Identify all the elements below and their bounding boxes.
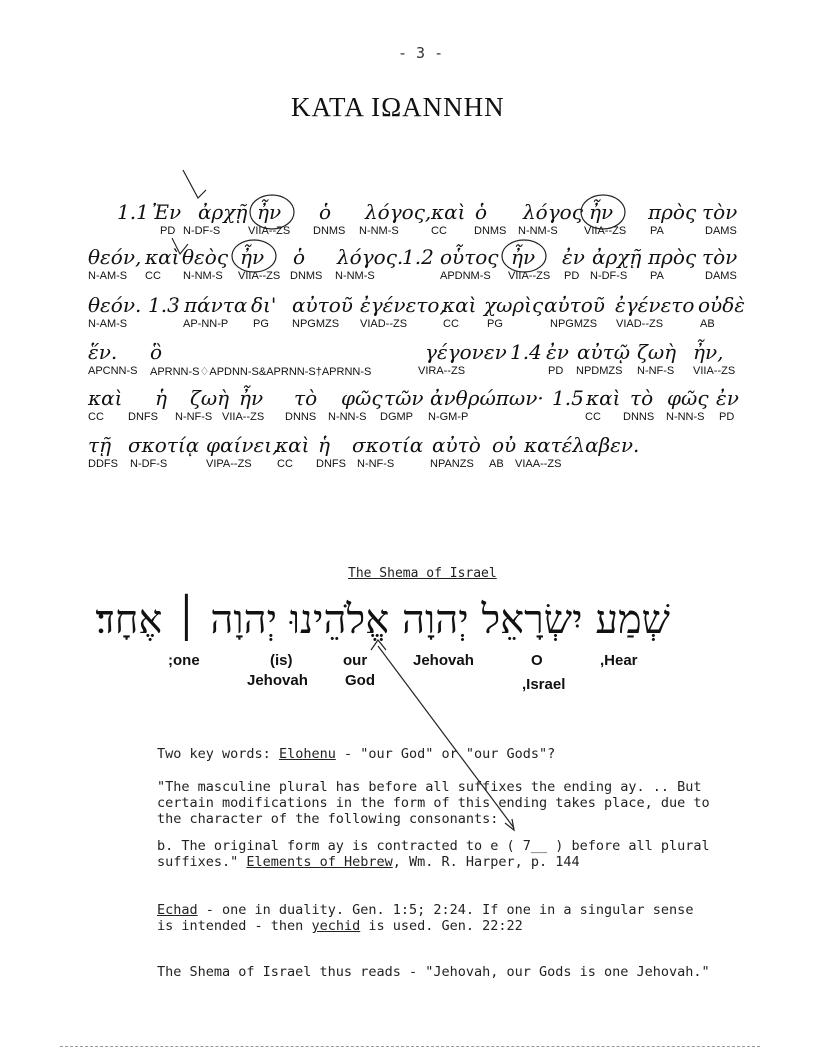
parse-tag: VIAA--ZS	[515, 458, 562, 470]
verse-number: 1.3	[148, 293, 180, 317]
greek-word: κατέλαβεν.	[524, 433, 640, 457]
greek-word: τῶν	[384, 386, 424, 410]
parse-tag: DNFS	[316, 458, 346, 470]
parse-tag: N-GM-P	[428, 411, 469, 423]
parse-tag: CC	[277, 458, 293, 470]
greek-word: τὸ	[294, 386, 318, 410]
greek-word: λόγος,	[365, 200, 432, 224]
parse-tag: VIIA--ZS	[584, 225, 627, 237]
greek-word: καὶ	[88, 386, 123, 410]
parse-tag: VIIA--ZS	[238, 270, 281, 282]
parse-tag: NPGMZS	[550, 318, 598, 330]
parse-tag: VIIA--ZS	[508, 270, 551, 282]
page-number: - 3 -	[398, 44, 444, 62]
quote-end: suffixes."	[157, 854, 239, 870]
greek-word: σκοτία	[352, 433, 424, 457]
parse-tag: DAMS	[705, 270, 737, 282]
greek-word: πρὸς	[648, 245, 697, 269]
parse-tag: DNFS	[128, 411, 158, 423]
parse-tag: N-NM-S	[335, 270, 375, 282]
greek-word: θεόν,	[88, 245, 142, 269]
greek-word: ἐν	[716, 386, 739, 410]
greek-word: δι'	[251, 293, 277, 317]
gloss-word: our	[343, 652, 368, 669]
parse-tag: APCNN-S	[88, 365, 138, 377]
circle-mark	[250, 195, 294, 229]
greek-word: ἐγένετο,	[360, 293, 446, 317]
parse-tag: VIIA--ZS	[248, 225, 291, 237]
verse-number: 1.1	[117, 200, 149, 224]
parse-tag: DNNS	[285, 411, 317, 423]
quote-line: the character of the following consonants:	[157, 811, 499, 827]
parse-tag: VIPA--ZS	[206, 458, 252, 470]
parse-tag: PD	[160, 225, 176, 237]
greek-word: ἀρχῇ	[198, 200, 248, 224]
greek-word: τὸν	[702, 200, 738, 224]
parse-tag: N-NF-S	[357, 458, 395, 470]
parse-tag: VIAD--ZS	[616, 318, 664, 330]
greek-word: ἀνθρώπων·	[430, 386, 544, 410]
quote-line: certain modifications in the form of this ending takes place, due to	[157, 795, 710, 811]
parse-tag: PD	[564, 270, 580, 282]
greek-word: φῶς	[341, 386, 383, 410]
greek-word: τὸν	[702, 245, 738, 269]
greek-word: ἕν.	[88, 340, 118, 364]
parse-tag: N-AM-S	[88, 318, 128, 330]
term-echad: Echad	[157, 902, 198, 918]
parse-tag: AB	[489, 458, 504, 470]
arrowhead-mark	[371, 640, 386, 650]
circle-mark	[581, 195, 625, 229]
greek-word: ἀρχῇ	[592, 245, 642, 269]
parse-tag: NPGMZS	[292, 318, 340, 330]
parse-tag: VIIA--ZS	[222, 411, 265, 423]
greek-word: καὶ	[442, 293, 477, 317]
greek-word: ὁ	[293, 245, 306, 269]
greek-word: καὶ	[145, 245, 180, 269]
parse-tag: N-AM-S	[88, 270, 128, 282]
parse-tag: DNMS	[474, 225, 507, 237]
gloss-word: Jehovah	[247, 672, 308, 689]
greek-word: ἦν,	[693, 340, 724, 364]
greek-word: ἡ	[155, 386, 167, 410]
parse-tag: N-NN-S	[328, 411, 367, 423]
greek-word: ὁ	[475, 200, 488, 224]
conclusion-line: The Shema of Israel thus reads - "Jehovah, our Gods is one Jehovah."	[157, 964, 710, 980]
greek-word: ἦν	[511, 245, 536, 269]
parse-tag: PG	[253, 318, 269, 330]
greek-word: θεὸς	[182, 245, 229, 269]
parse-tag: DNMS	[290, 270, 323, 282]
parse-tag: PA	[650, 270, 664, 282]
greek-word: αὐτὸ	[432, 433, 481, 457]
quote-line: b. The original form ay is contracted to e ( 7__ ) before all plural	[157, 838, 710, 854]
greek-word: αὐτοῦ	[292, 293, 353, 317]
greek-word: καὶ	[586, 386, 621, 410]
verse-number: 1.2	[402, 245, 434, 269]
circle-mark	[502, 240, 546, 272]
term-yechid: yechid	[311, 918, 361, 934]
echad-post: is used. Gen. 22:22	[368, 918, 523, 934]
arrowhead-mark	[505, 819, 514, 830]
citation-rest: , Wm. R. Harper, p. 144	[392, 854, 580, 870]
greek-word: αὐτῷ	[577, 340, 631, 364]
greek-word: ἦν	[257, 200, 282, 224]
greek-word: σκοτίᾳ	[128, 433, 200, 457]
gloss-word: God	[345, 672, 375, 689]
greek-word: λόγος.	[337, 245, 404, 269]
greek-word: λόγος	[523, 200, 583, 224]
greek-word: χωρὶς	[484, 293, 544, 317]
parse-tag: PG	[487, 318, 503, 330]
parse-tag: PD	[548, 365, 564, 377]
parse-tag: DAMS	[705, 225, 737, 237]
greek-word: ἐγένετο	[615, 293, 695, 317]
parse-tag: PD	[719, 411, 735, 423]
parse-tag: AB	[700, 318, 715, 330]
arrow-mark	[378, 646, 514, 828]
greek-word: καὶ	[275, 433, 310, 457]
greek-word: τῇ	[88, 433, 112, 457]
greek-word: ἦν	[240, 245, 265, 269]
greek-word: ἐν	[546, 340, 569, 364]
parse-tag: NPANZS	[430, 458, 474, 470]
parse-tag: VIRA--ZS	[418, 365, 466, 377]
parse-tag: CC	[88, 411, 104, 423]
insertion-caret-mark	[183, 170, 206, 198]
parse-tag: DDFS	[88, 458, 118, 470]
parse-tag: CC	[145, 270, 161, 282]
parse-tag: N-NN-S	[666, 411, 705, 423]
gloss-word: Jehovah	[413, 652, 474, 669]
parse-tag: N-NF-S	[637, 365, 675, 377]
gloss-word: ,Hear	[600, 652, 638, 669]
gloss-word: ;one	[168, 652, 200, 669]
parse-tag: DNMS	[313, 225, 346, 237]
parse-tag: CC	[443, 318, 459, 330]
greek-word: αὐτοῦ	[544, 293, 605, 317]
greek-word: φῶς	[667, 386, 709, 410]
greek-word: ἦν	[589, 200, 614, 224]
greek-word: πρὸς	[648, 200, 697, 224]
greek-word: ζωὴ	[190, 386, 230, 410]
greek-word: ὁ	[319, 200, 332, 224]
greek-word: ζωὴ	[637, 340, 677, 364]
circle-mark	[232, 240, 276, 272]
insertion-caret-mark	[172, 238, 188, 254]
greek-word: θεόν.	[88, 293, 142, 317]
keyword-elohenu: Elohenu	[278, 746, 336, 762]
greek-word: πάντα	[184, 293, 248, 317]
parse-tag: PA	[650, 225, 664, 237]
keywords-prefix: Two key words:	[157, 746, 271, 762]
parse-tag: VIAD--ZS	[360, 318, 408, 330]
greek-word: Ἐν	[152, 200, 182, 224]
parse-tag: N-DF-S	[130, 458, 168, 470]
greek-word: ὃ	[150, 340, 163, 364]
greek-word: οὐ	[492, 433, 517, 457]
greek-word: ἐν	[562, 245, 585, 269]
parse-tag: DNNS	[623, 411, 655, 423]
parse-tag: DGMP	[380, 411, 413, 423]
parse-tag: N-NM-S	[359, 225, 399, 237]
parse-tag: N-NF-S	[175, 411, 213, 423]
echad-pre: is intended - then	[157, 918, 304, 934]
parse-tag: APDNM-S	[440, 270, 491, 282]
gloss-word: (is)	[270, 652, 293, 669]
parse-tag: AP-NN-P	[183, 318, 229, 330]
parse-tag: N-NM-S	[183, 270, 223, 282]
shema-hebrew: שְׁמַע יִשְׂרָאֵל יְהוָה אֱלֹהֵינוּ יְהוָה ׀ אֶחָד׃	[95, 597, 670, 643]
parse-tag: APRNN-S♢APDNN-S&APRNN-S†APRNN-S	[150, 366, 372, 378]
greek-word: γέγονεν	[425, 340, 507, 364]
greek-word: τὸ	[630, 386, 654, 410]
parse-tag: CC	[431, 225, 447, 237]
echad-rest: - one in duality. Gen. 1:5; 2:24. If one in a singular sense	[205, 902, 694, 918]
gloss-word: O	[531, 652, 543, 669]
greek-word: ἦν	[239, 386, 264, 410]
greek-word: ἡ	[318, 433, 330, 457]
parse-tag: VIIA--ZS	[693, 365, 736, 377]
book-title: Elements of Hebrew	[246, 854, 393, 870]
greek-word: οὐδὲ	[698, 293, 745, 317]
parse-tag: CC	[585, 411, 601, 423]
parse-tag: N-DF-S	[590, 270, 628, 282]
greek-word: οὗτος	[440, 245, 499, 269]
quote-line: "The masculine plural has before all suffixes the ending ay. .. But	[157, 779, 702, 795]
parse-tag: N-NM-S	[518, 225, 558, 237]
greek-word: φαίνει,	[206, 433, 279, 457]
greek-word: καὶ	[431, 200, 466, 224]
verse-number: 1.4	[510, 340, 542, 364]
verse-number: 1.5	[552, 386, 584, 410]
parse-tag: NPDMZS	[576, 365, 623, 377]
shema-heading: The Shema of Israel	[348, 566, 497, 581]
keywords-rest: - "our God" or "our Gods"?	[343, 746, 556, 762]
parse-tag: N-DF-S	[183, 225, 221, 237]
page-title: ΚΑΤΑ ΙΩΑΝΝΗΝ	[291, 92, 505, 122]
gloss-word: ,Israel	[522, 676, 566, 693]
